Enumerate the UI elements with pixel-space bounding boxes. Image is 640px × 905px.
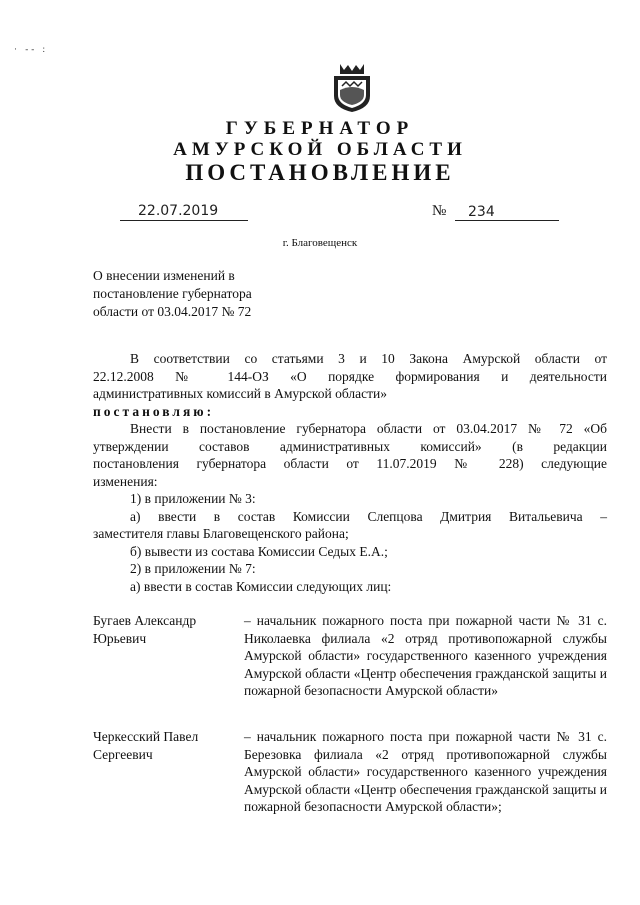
- item-2a: а) ввести в состав Комиссии следующих лиц:: [130, 578, 392, 594]
- preamble: [93, 350, 607, 595]
- preamble-line: 22.12.2008 № 144-ОЗ «О порядке формирования и деятельности: [93, 368, 607, 384]
- number-underline: [455, 220, 559, 221]
- document-subject: [93, 267, 333, 321]
- margin-marks: · -- :: [14, 44, 48, 54]
- issuer-region: АМУРСКОЙ ОБЛАСТИ: [173, 139, 467, 160]
- member-name: Черкесский Павел Сергеевич: [93, 729, 199, 762]
- coat-of-arms-icon: [330, 62, 374, 114]
- member-name: Бугаев Александр Юрьевич: [93, 613, 197, 646]
- subject-line: О внесении изменений в: [93, 268, 235, 283]
- intro-line: постановления губернатора области от 11.07.2019 № 228) следующие: [93, 456, 607, 471]
- city: г. Благовещенск: [282, 237, 358, 249]
- item-1: 1) в приложении № 3:: [130, 491, 256, 506]
- subject-line: области от 03.04.2017 № 72: [93, 304, 252, 319]
- item-1b: б) вывести из состава Комиссии Седых Е.А.;: [130, 543, 388, 559]
- intro-line: Внести в постановление губернатора области от 03.04.2017 № 72 «Об: [130, 421, 607, 436]
- subject-line: постановление губернатора: [93, 286, 252, 301]
- item-1a-cont: заместителя главы Благовещенского района;: [93, 526, 349, 541]
- preamble-line: В соответствии со статьями 3 и 10 Закона Амурской области от: [130, 351, 607, 366]
- number-label: №: [432, 203, 447, 219]
- document-number: 234: [468, 204, 495, 220]
- issuer-title: ГУБЕРНАТОР: [225, 118, 415, 139]
- date-underline: [120, 220, 248, 221]
- decree-word: постановляю:: [93, 403, 215, 419]
- intro-line: изменения:: [93, 473, 158, 489]
- document-date: 22.07.2019: [138, 203, 219, 219]
- intro-line: утверждении составов административных комиссий» (в редакции: [93, 438, 607, 454]
- preamble-line: административных комиссий в Амурской области»: [93, 386, 388, 401]
- item-1a: а) ввести в состав Комиссии Слепцова Дмитрия Витальевича –: [130, 508, 607, 524]
- member-description: – начальник пожарного поста при пожарной части № 31 с. Николаевка филиала «2 отряд противопожарной службы Амурской области» государственного казенного учреждения Амурской области «Центр обеспечения гражданской защиты и пожарной безопасности Амурской области»: [244, 613, 607, 698]
- document-type: ПОСТАНОВЛЕНИЕ: [185, 160, 455, 185]
- member-description: – начальник пожарного поста при пожарной части № 31 с. Березовка филиала «2 отряд противопожарной службы Амурской области» государственного казенного учреждения Амурской области «Центр обеспечения гражданской защиты и пожарной безопасности Амурской области»;: [244, 729, 607, 814]
- member-row: [93, 612, 607, 722]
- item-2: 2) в приложении № 7:: [130, 561, 256, 576]
- member-row: [93, 728, 607, 848]
